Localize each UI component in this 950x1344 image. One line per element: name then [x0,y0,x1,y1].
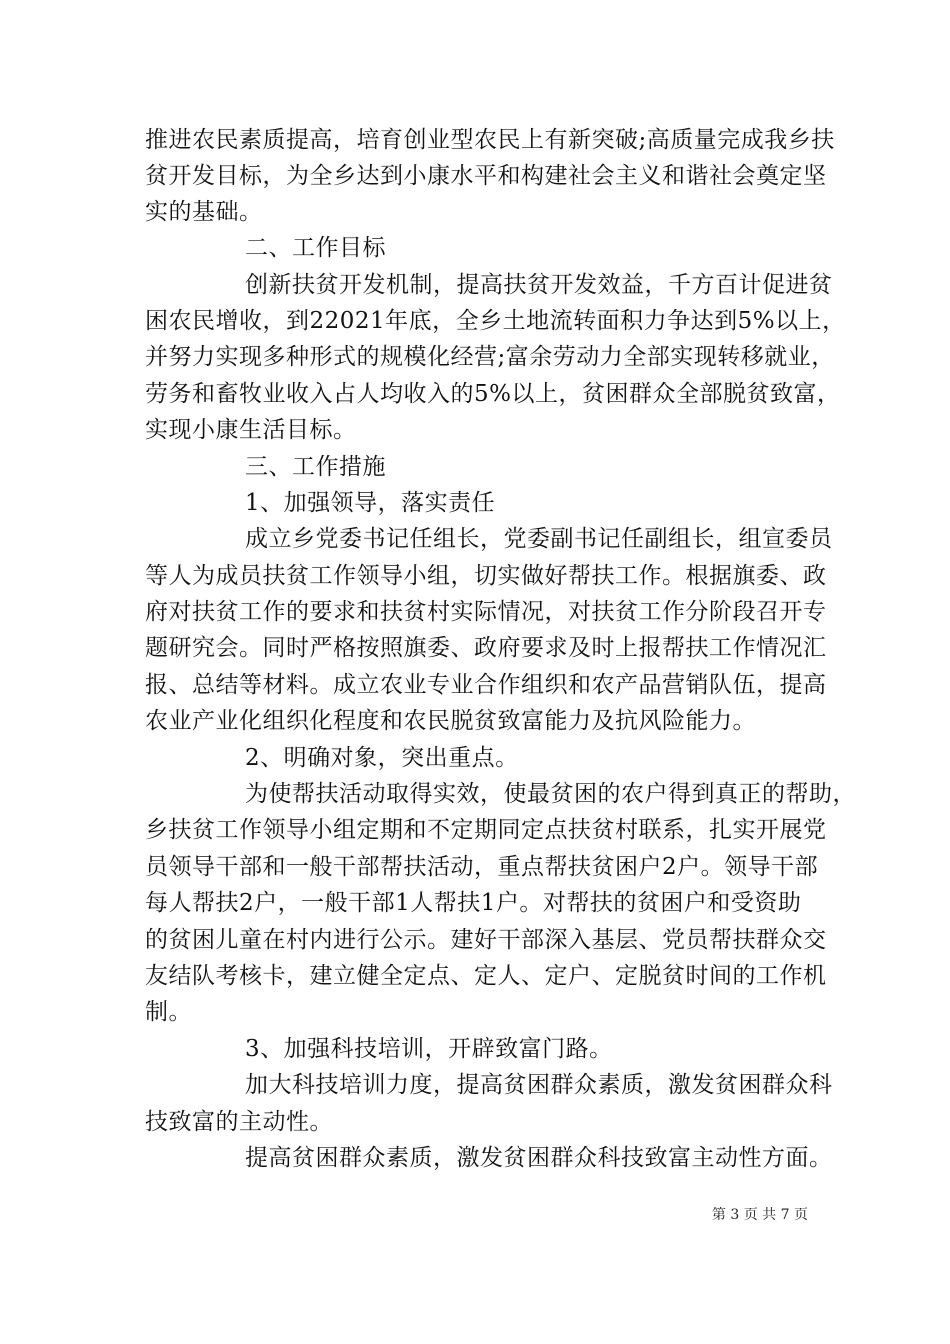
text-line: 实的基础。 [145,199,263,225]
page-number: 第 3 页 共 7 页 [711,1207,808,1223]
text-line: 题研究会。同时严格按照旗委、政府要求及时上报帮扶工作情况汇 [145,635,827,661]
subsection-heading: 2、明确对象，突出重点。 [245,745,519,771]
text-line: 等人为成员扶贫工作领导小组，切实做好帮扶工作。根据旗委、政 [145,563,827,589]
text-line: 创新扶贫开发机制，提高扶贫开发效益，千方百计促进贫 [245,272,833,298]
subsection-heading: 3、加强科技培训，开辟致富门路。 [245,1036,613,1062]
text-line: 的贫困儿童在村内进行公示。建好干部深入基层、党员帮扶群众交 [145,927,827,953]
section-heading: 二、工作目标 [245,235,386,261]
text-line: 推进农民素质提高，培育创业型农民上有新突破;高质量完成我乡扶 [145,127,835,153]
text-line: 为使帮扶活动取得实效，使最贫困的农户得到真正的帮助， [245,781,856,807]
text-line: 制。 [145,999,192,1025]
text-line: 乡扶贫工作领导小组定期和不定期同定点扶贫村联系，扎实开展党 [145,817,827,843]
text-line: 报、总结等材料。成立农业专业合作组织和农产品营销队伍，提高 [145,672,827,698]
text-line: 成立乡党委书记任组长，党委副书记任副组长，组宣委员 [245,526,833,552]
text-line: 农业产业化组织化程度和农民脱贫致富能力及抗风险能力。 [145,708,756,734]
text-line: 劳务和畜牧业收入占人均收入的5%以上，贫困群众全部脱贫致富， [145,381,841,407]
text-line: 府对扶贫工作的要求和扶贫村实际情况，对扶贫工作分阶段召开专 [145,599,827,625]
text-line: 贫开发目标，为全乡达到小康水平和构建社会主义和谐社会奠定坚 [145,163,827,189]
text-line: 困农民增收，到22021年底，全乡土地流转面积力争达到5%以上， [145,308,846,334]
subsection-heading: 1、加强领导，落实责任 [245,490,496,516]
text-line: 友结队考核卡，建立健全定点、定人、定户、定脱贫时间的工作机 [145,963,827,989]
text-line: 提高贫困群众素质，激发贫困群众科技致富主动性方面。 [245,1145,833,1171]
text-line: 员领导干部和一般干部帮扶活动，重点帮扶贫困户2户。领导干部 [145,854,819,880]
text-line: 技致富的主动性。 [145,1109,333,1135]
text-line: 实现小康生活目标。 [145,417,357,443]
section-heading: 三、工作措施 [245,454,386,480]
text-line: 每人帮扶2户，一般干部1人帮扶1户。对帮扶的贫困户和受资助 [145,890,802,916]
text-line: 并努力实现多种形式的规模化经营;富余劳动力全部实现转移就业， [145,344,835,370]
text-line: 加大科技培训力度，提高贫困群众素质，激发贫困群众科 [245,1072,833,1098]
